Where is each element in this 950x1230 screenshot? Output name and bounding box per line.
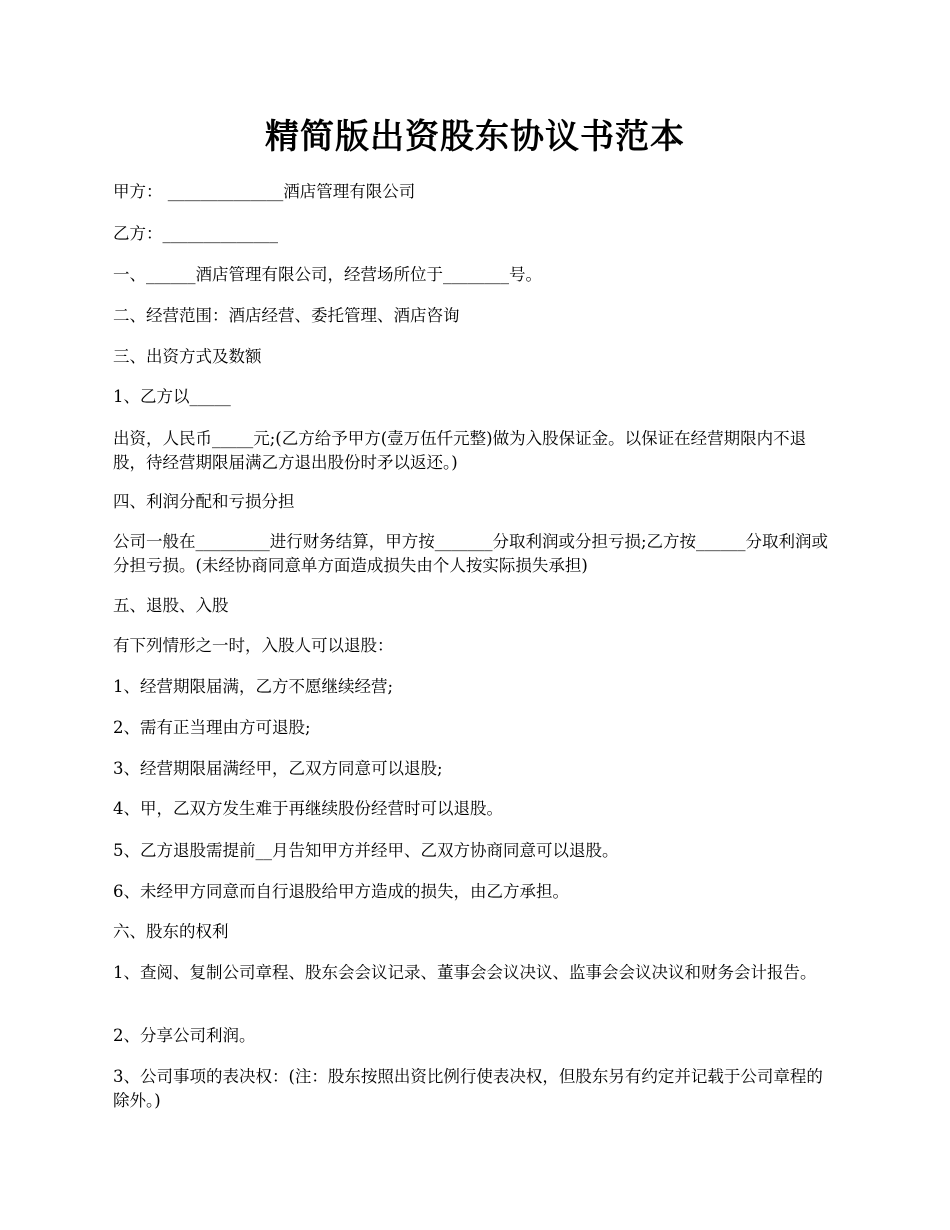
section-5-heading: 五、退股、入股: [113, 596, 229, 615]
section-3-heading: 三、出资方式及数额: [113, 347, 262, 366]
clause-6-1: 1、查阅、复制公司章程、股东会会议记录、董事会会议决议、监事会会议决议和财务会计报告。: [113, 963, 817, 982]
clause-3-1: 1、乙方以_____: [113, 387, 231, 406]
clause-3-capital: 出资，人民币_____元;(乙方给予甲方(壹万伍仟元整)做为入股保证金。以保证在经营期限内不退股，待经营期限届满乙方退出股份时矛以返还。): [113, 429, 807, 472]
clause-6-2: 2、分享公司利润。: [113, 1026, 256, 1045]
clause-5-2: 2、需有正当理由方可退股;: [113, 718, 311, 737]
section-6-heading: 六、股东的权利: [113, 922, 229, 941]
clause-5-5: 5、乙方退股需提前__月告知甲方并经甲、乙双方协商同意可以退股。: [113, 841, 619, 860]
party-b-line: 乙方：______________: [113, 224, 278, 243]
clause-5-4: 4、甲，乙双方发生难于再继续股份经营时可以退股。: [113, 799, 503, 818]
clause-5-1: 1、经营期限届满，乙方不愿继续经营;: [113, 677, 394, 696]
document-title: 精简版出资股东协议书范本: [265, 117, 685, 157]
clause-4-profit: 公司一般在_________进行财务结算，甲方按_______分取利润或分担亏损;乙方按______分取利润或分担亏损。(未经协商同意单方面造成损失由个人按实际损失承担): [113, 532, 829, 575]
clause-5-intro: 有下列情形之一时，入股人可以退股：: [113, 636, 394, 655]
clause-5-3: 3、经营期限届满经甲，乙双方同意可以退股;: [113, 759, 443, 778]
section-4-heading: 四、利润分配和亏损分担: [113, 492, 295, 511]
party-a-line: 甲方： ______________酒店管理有限公司: [113, 182, 416, 201]
clause-6-3: 3、公司事项的表决权：(注：股东按照出资比例行使表决权，但股东另有约定并记载于公司章程的除外。): [113, 1067, 823, 1110]
clause-5-6: 6、未经甲方同意而自行退股给甲方造成的损失，由乙方承担。: [113, 882, 569, 901]
clause-1-company: 一、______酒店管理有限公司，经营场所位于________号。: [113, 265, 542, 284]
clause-2-scope: 二、经营范围：酒店经营、委托管理、酒店咨询: [113, 306, 460, 325]
